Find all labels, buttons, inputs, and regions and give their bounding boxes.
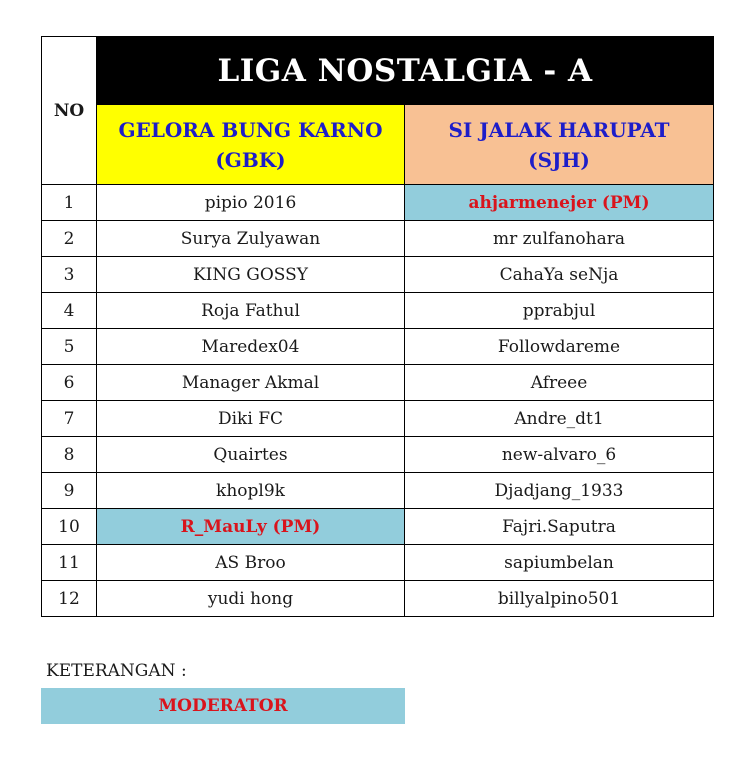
table-row bbox=[42, 185, 714, 221]
team-a-player: yudi hong bbox=[97, 581, 405, 617]
team-a-player: AS Broo bbox=[97, 545, 405, 581]
table-row bbox=[42, 329, 714, 365]
moderator-legend: MODERATOR bbox=[41, 688, 405, 724]
team-a-player: Manager Akmal bbox=[97, 365, 405, 401]
row-number: 2 bbox=[42, 221, 97, 257]
row-number: 10 bbox=[42, 509, 97, 545]
team-a-player: Roja Fathul bbox=[97, 293, 405, 329]
table-row bbox=[42, 365, 714, 401]
table-row bbox=[42, 257, 714, 293]
row-number: 9 bbox=[42, 473, 97, 509]
table-row bbox=[42, 401, 714, 437]
row-number: 6 bbox=[42, 365, 97, 401]
team-a-player-moderator: R_MauLy (PM) bbox=[97, 509, 405, 545]
team-b-player: new-alvaro_6 bbox=[405, 437, 714, 473]
table-row bbox=[42, 581, 714, 617]
team-b-player: mr zulfanohara bbox=[405, 221, 714, 257]
team-a-player: KING GOSSY bbox=[97, 257, 405, 293]
row-number: 7 bbox=[42, 401, 97, 437]
team-b-player: billyalpino501 bbox=[405, 581, 714, 617]
team-b-player: Followdareme bbox=[405, 329, 714, 365]
row-number: 8 bbox=[42, 437, 97, 473]
team-a-player: pipio 2016 bbox=[97, 185, 405, 221]
table-row bbox=[42, 293, 714, 329]
row-number: 12 bbox=[42, 581, 97, 617]
team-a-player: Maredex04 bbox=[97, 329, 405, 365]
team-a-name: GELORA BUNG KARNO bbox=[118, 117, 383, 142]
team-b-abbr: (SJH) bbox=[528, 147, 590, 172]
no-column-header: NO bbox=[42, 37, 97, 185]
row-number: 4 bbox=[42, 293, 97, 329]
team-b-player: Djadjang_1933 bbox=[405, 473, 714, 509]
team-a-player: Diki FC bbox=[97, 401, 405, 437]
table-row bbox=[42, 437, 714, 473]
team-a-header bbox=[97, 105, 405, 185]
team-a-player: khopl9k bbox=[97, 473, 405, 509]
team-a-player: Quairtes bbox=[97, 437, 405, 473]
row-number: 11 bbox=[42, 545, 97, 581]
table-row bbox=[42, 509, 714, 545]
team-a-player: Surya Zulyawan bbox=[97, 221, 405, 257]
team-b-player: CahaYa seNja bbox=[405, 257, 714, 293]
legend-label: KETERANGAN : bbox=[46, 661, 187, 681]
team-b-player: Andre_dt1 bbox=[405, 401, 714, 437]
row-number: 3 bbox=[42, 257, 97, 293]
table-row bbox=[42, 221, 714, 257]
team-a-abbr: (GBK) bbox=[215, 147, 286, 172]
row-number: 5 bbox=[42, 329, 97, 365]
table-row bbox=[42, 473, 714, 509]
team-b-player-moderator: ahjarmenejer (PM) bbox=[405, 185, 714, 221]
team-b-player: pprabjul bbox=[405, 293, 714, 329]
roster-table bbox=[41, 36, 714, 617]
team-b-player: sapiumbelan bbox=[405, 545, 714, 581]
league-title: LIGA NOSTALGIA - A bbox=[97, 37, 714, 105]
team-b-name: SI JALAK HARUPAT bbox=[448, 117, 670, 142]
team-b-player: Fajri.Saputra bbox=[405, 509, 714, 545]
table-row bbox=[42, 545, 714, 581]
row-number: 1 bbox=[42, 185, 97, 221]
team-b-player: Afreee bbox=[405, 365, 714, 401]
team-b-header bbox=[405, 105, 714, 185]
